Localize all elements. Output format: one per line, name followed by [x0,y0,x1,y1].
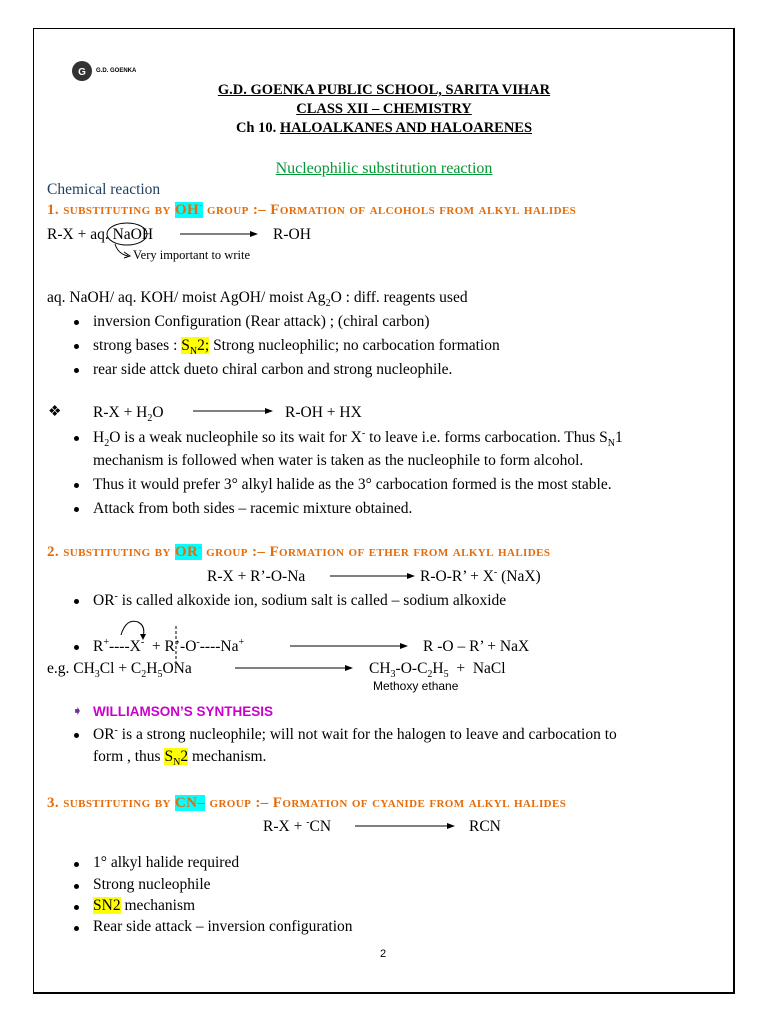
eq-cyanide-reactants: R-X + -CN [263,816,332,835]
williamson-bullet-1-line2: form , thus $S_N2$ mechanism. [93,748,267,769]
bullet-dot [74,599,79,604]
logo-text: G.D. GOENKA [96,68,137,74]
bullet-dot [74,507,79,512]
bullet-dot [74,344,79,349]
s2-bullet-1: OR- is called alkoxide ion, sodium salt is called – sodium alkoxide [93,590,507,609]
svg-text:G: G [78,67,86,78]
williamson-bullet-1: OR- is a strong nucleophile; will not wait for the halogen to leave and carbocation to [93,724,617,743]
mechanism-product: R -O – R’ + NaX [423,638,530,655]
chapter-title: Ch 10. HALOALKANES AND HALOARENES [235,120,533,136]
section-2-heading: 2. substituting by OR- group :– Formation of ether from alkyl halides [47,542,551,560]
bullet-dot [74,884,79,889]
bullet-dot [74,926,79,931]
water-bullet-1-line2: mechanism is followed when water is taken as the nucleophile to form alcohol. [93,452,584,469]
bullet-dot [74,733,79,738]
note-important: Very important to write [133,248,250,262]
example-products: $CH_3-O-C_2H_5$ + NaCl [369,660,506,681]
eq-alkyl-halide-naoh: R-X + aq. NaOH [47,226,154,243]
s3-bullet-1: 1° alkyl halide required [93,854,240,871]
page-number: 2 [380,948,387,960]
bullet-dot [74,905,79,910]
s3-bullet-2: Strong nucleophile [93,876,211,893]
s1-bullet-3: rear side attck dueto chiral carbon and strong nucleophile. [93,361,453,378]
bullet-dot [74,436,79,441]
product-roh: R-OH [273,226,311,243]
williamson-heading: WILLIAMSON’S SYNTHESIS [93,704,274,719]
bullet-dot [74,483,79,488]
mechanism-line: R+----X- + R’-O-----Na+ [93,636,245,655]
topic-title: Nucleophilic substitution reaction [275,160,493,177]
s1-bullet-2: strong bases : $S_N2$; Strong nucleophilic; no carbocation formation [93,337,500,358]
section-3-heading: 3. substituting by CN– group :– Formation of cyanide from alkyl halides [47,795,567,811]
reagents-line: aq. NaOH/ aq. KOH/ moist AgOH/ moist $Ag_2O$ : diff. reagents used [47,289,468,310]
bullet-dot [74,368,79,373]
eq-water: $R-X + H_2O$ [93,404,164,425]
section-1-heading: 1. substituting by OH- group :– Formation of alcohols from alkyl halides [47,200,577,218]
bullet-dot [74,320,79,325]
example-reactants: e.g. $CH_3Cl + C_2H_5ONa$ [47,660,192,681]
s1-bullet-1: inversion Configuration (Rear attack) ; (chiral carbon) [93,313,430,330]
bullet-dot [74,645,79,650]
eq-ether-reactants: R-X + R’-O-Na [207,568,306,585]
diamond-bullet-icon: ❖ [48,404,62,420]
section-label: Chemical reaction [47,181,161,198]
s3-bullet-4: Rear side attack – inversion configuration [93,918,353,935]
school-name: G.D. GOENKA PUBLIC SCHOOL, SARITA VIHAR [217,82,551,98]
eq-ether-products: R-O-R’ + X- (NaX) [420,566,541,585]
aq-circled: aq. [90,226,109,243]
bullet-dot [74,862,79,867]
water-bullet-2: Thus it would prefer 3° alkyl halide as the 3° carbocation formed is the most stable. [93,476,612,493]
class-title: CLASS XII – CHEMISTRY [296,101,472,117]
water-bullet-1: $H_2O$ is a weak nucleophile so its wait for X- to leave i.e. forms carbocation. Thus $S_N1$ [93,427,623,450]
product-name-label: Methoxy ethane [373,679,459,693]
s3-bullet-3: SN2 mechanism [93,897,196,914]
water-bullet-3: Attack from both sides – racemic mixture obtained. [93,500,413,517]
eq-cyanide-product: RCN [469,818,501,835]
eq-water-product: R-OH + HX [285,404,362,421]
arrow-bullet-icon: ➧ [72,703,83,718]
